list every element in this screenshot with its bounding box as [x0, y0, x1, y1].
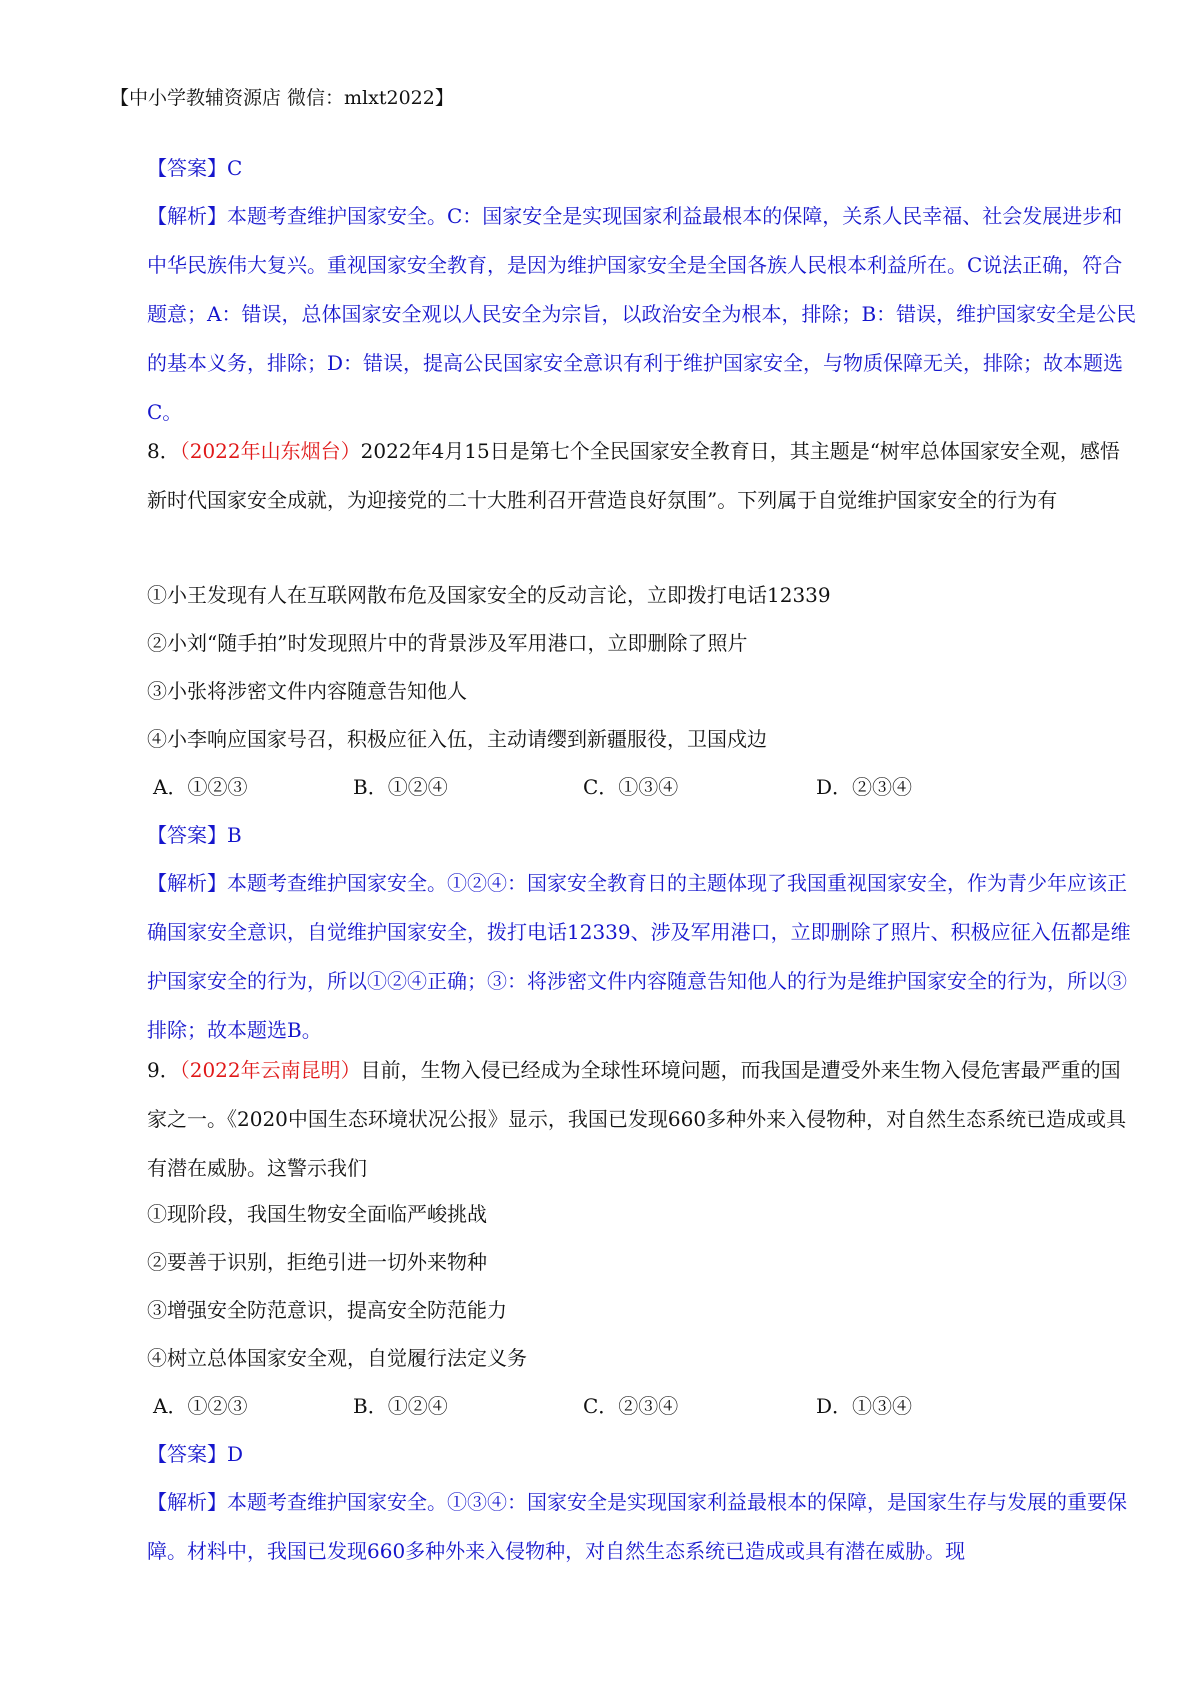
q9-item-4: ④树立总体国家安全观，自觉履行法定义务: [147, 1346, 527, 1370]
q8-option-d: D．②③④: [816, 775, 913, 799]
q9-item-2: ②要善于识别，拒绝引进一切外来物种: [147, 1250, 487, 1274]
q9-analysis: [110, 1478, 1137, 1576]
q9-option-a: A．①②③: [153, 1394, 248, 1418]
q8-analysis-tag: 【解析】: [147, 871, 227, 895]
q8-item-1: ①小王发现有人在互联网散布危及国家安全的反动言论，立即拨打电话12339: [147, 583, 831, 607]
q8-number: 8．: [147, 439, 180, 463]
q8-stem: [110, 427, 1137, 525]
q9-stem-text: 目前，生物入侵已经成为全球性环境问题，而我国是遭受外来生物入侵危害最严重的国家之一。《2020中国生态环境状况公报》显示，我国已发现660多种外来入侵物种，对自然生态系统已造成或具有潜在威胁。这警示我们: [147, 1058, 1127, 1180]
q8-stem-text: 2022年4月15日是第七个全民国家安全教育日，其主题是“树牢总体国家安全观，感悟新时代国家安全成就，为迎接党的二十大胜利召开营造良好氛围”。下列属于自觉维护国家安全的行为有: [147, 439, 1120, 512]
q9-number: 9．: [147, 1058, 180, 1082]
q8-option-b: B．①②④: [353, 775, 448, 799]
q8-analysis: [110, 859, 1137, 1055]
q9-option-b: B．①②④: [353, 1394, 448, 1418]
q9-options: [110, 1382, 1143, 1431]
q8-answer: 【答案】B: [147, 823, 242, 847]
q7-analysis-text: 本题考查维护国家安全。C：国家安全是实现国家利益最根本的保障，关系人民幸福、社会发展进步和中华民族伟大复兴。重视国家安全教育，是因为维护国家安全是全国各族人民根本利益所在。C说法正确，符合题意；A：错误，总体国家安全观以人民安全为宗旨，以政治安全为根本，排除；B：错误，维护国家安全是公民的基本义务，排除；D：错误，提高公民国家安全意识有利于维护国家安全，与物质保障无关，排除；故本题选C。: [147, 204, 1137, 424]
q8-item-3: ③小张将涉密文件内容随意告知他人: [147, 679, 467, 703]
q9-source: （2022年云南昆明）: [179, 1058, 361, 1082]
q8-source: （2022年山东烟台）: [179, 439, 361, 463]
q9-option-d: D．①③④: [816, 1394, 913, 1418]
q7-analysis-tag: 【解析】: [147, 204, 227, 228]
q8-item-4: ④小李响应国家号召，积极应征入伍，主动请缨到新疆服役，卫国戍边: [147, 727, 767, 751]
q7-answer: 【答案】C: [147, 156, 243, 180]
q8-option-a: A．①②③: [153, 775, 248, 799]
q9-item-1: ①现阶段，我国生物安全面临严峻挑战: [147, 1202, 487, 1226]
q9-analysis-text: 本题考查维护国家安全。①③④：国家安全是实现国家利益最根本的保障，是国家生存与发展的重要保障。材料中，我国已发现660多种外来入侵物种，对自然生态系统已造成或具有潜在威胁。现: [147, 1490, 1127, 1563]
q8-option-c: C．①③④: [583, 775, 679, 799]
q9-item-3: ③增强安全防范意识，提高安全防范能力: [147, 1298, 507, 1322]
q9-option-c: C．②③④: [583, 1394, 679, 1418]
page-header: 【中小学教辅资源店 微信：mlxt2022】: [110, 87, 454, 109]
q8-analysis-text: 本题考查维护国家安全。①②④：国家安全教育日的主题体现了我国重视国家安全，作为青少年应该正确国家安全意识，自觉维护国家安全，拨打电话12339、涉及军用港口，立即删除了照片、积极应征入伍都是维护国家安全的行为，所以①②④正确；③：将涉密文件内容随意告知他人的行为是维护国家安全的行为，所以③排除；故本题选B。: [147, 871, 1131, 1042]
q8-options: [110, 763, 1143, 812]
q9-answer: 【答案】D: [147, 1442, 244, 1466]
q9-analysis-tag: 【解析】: [147, 1490, 227, 1514]
q7-analysis: [110, 192, 1137, 437]
q8-item-2: ②小刘“随手拍”时发现照片中的背景涉及军用港口，立即删除了照片: [147, 631, 748, 655]
q9-stem: [110, 1046, 1137, 1193]
